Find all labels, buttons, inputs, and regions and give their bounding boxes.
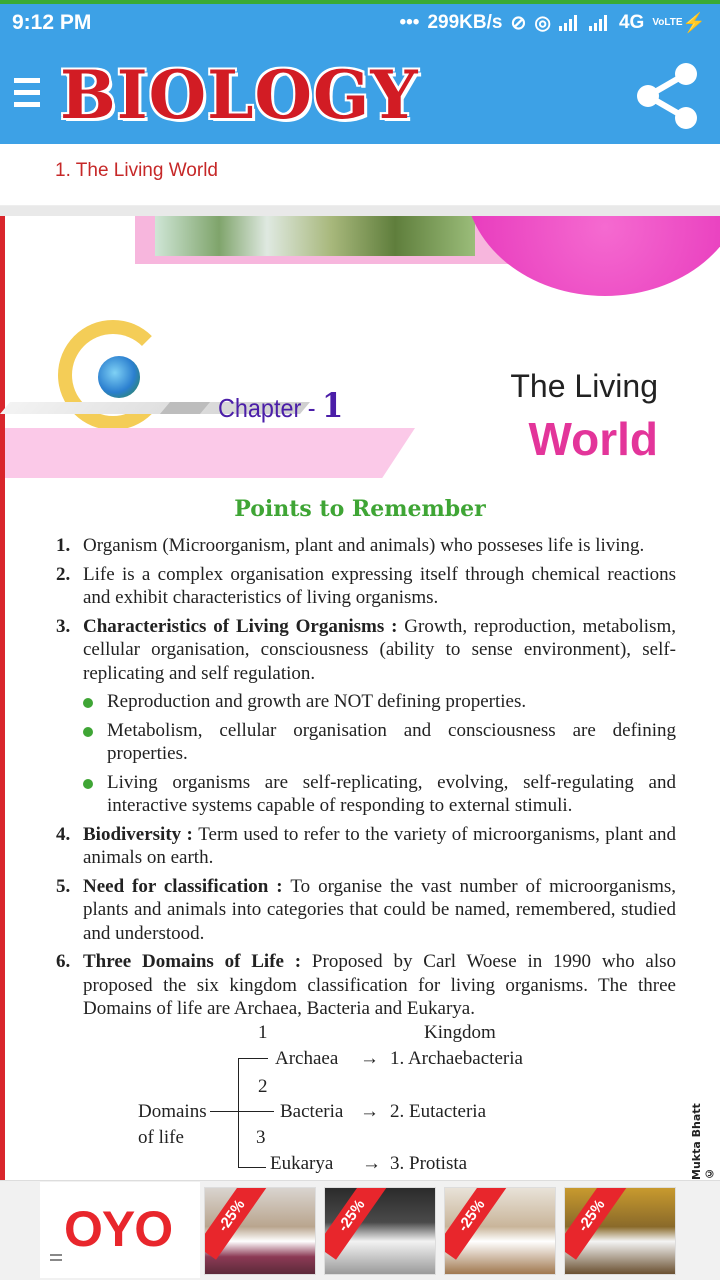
app-bar	[0, 48, 720, 144]
diagram-kingdom-1: 1. Archaebacteria	[390, 1048, 523, 1069]
ad-brand-logo[interactable]	[40, 1182, 200, 1278]
item-text: To organise the vast number of microorganisms, plants and animals into categories that could be named, remembered, studied and understood.	[83, 875, 676, 944]
item-term: Characteristics of Living Organisms :	[83, 615, 405, 637]
item-text: Growth, reproduction, metabolism, cellular organisation, consciousness (ability to sense environment), self-replicating and self regulation.	[83, 615, 677, 684]
signal-icon-2	[589, 15, 611, 31]
network-type: 4G	[618, 12, 645, 33]
chapter-title-line1: The Living	[510, 368, 658, 404]
item-term: Biodiversity :	[83, 823, 199, 845]
watermark: Mukta Bhatt ©	[690, 1103, 716, 1180]
diagram-number-2: 2	[258, 1076, 268, 1097]
ad-deal-card[interactable]	[444, 1187, 556, 1275]
item-number: 5.	[56, 875, 71, 897]
chapter-number: 1	[322, 386, 344, 426]
signal-icon	[559, 15, 581, 31]
diagram-kingdom-label: Kingdom	[424, 1022, 496, 1043]
diagram-line	[210, 1111, 274, 1112]
item-number: 4.	[56, 823, 71, 845]
diagram-line	[238, 1167, 266, 1168]
ad-banner[interactable]	[0, 1180, 720, 1280]
points-list	[0, 534, 720, 1026]
diagram-col-number: 1	[258, 1022, 268, 1043]
diagram-bacteria: Bacteria	[280, 1101, 344, 1122]
bullet-item: Living organisms are self-replicating, evolving, self-regulating and interactive systems capable of responding to external stimuli.	[0, 771, 720, 818]
breadcrumb	[0, 144, 720, 206]
volte-badge: VoLTE	[652, 17, 683, 28]
section-heading: Points to Remember	[234, 496, 486, 522]
status-time: 9:12 PM	[12, 11, 92, 34]
status-accent-line	[0, 0, 720, 4]
network-speed: 299KB/s	[427, 12, 503, 33]
diagram-line	[238, 1058, 268, 1059]
banner-circle	[465, 216, 720, 296]
item-text: Organism (Microorganism, plant and animals) who posseses life is living.	[83, 535, 645, 556]
ad-deal-card[interactable]	[324, 1187, 436, 1275]
item-number: 2.	[56, 563, 71, 585]
more-dots-icon: •••	[399, 12, 420, 33]
diagram-kingdom-3: 3. Protista	[390, 1153, 468, 1174]
item-term: Three Domains of Life :	[83, 951, 312, 972]
item-term: Need for classification :	[83, 875, 291, 897]
item-number: 6.	[56, 951, 71, 972]
ad-deal-card[interactable]	[564, 1187, 676, 1275]
diagram-of-life-label: of life	[138, 1127, 184, 1148]
diagram-arrow: →	[360, 1048, 379, 1069]
discount-badge: -25%	[444, 1187, 508, 1260]
alarm-icon: ◎	[534, 12, 551, 34]
app-logo: BIOLOGY	[60, 56, 419, 134]
bullet-item: Reproduction and growth are NOT defining properties.	[0, 690, 720, 714]
book-page[interactable]	[0, 216, 720, 1180]
item-text: Proposed by Carl Woese in 1990 who also proposed the six kingdom classification for living organisms. The three Domains of life are Archaea, Bacteria and Eukarya.	[83, 951, 676, 1019]
diagram-archaea: Archaea	[275, 1048, 339, 1069]
battery-charging-icon: ⚡	[682, 13, 706, 34]
domains-diagram	[0, 1016, 720, 1180]
globe-icon	[98, 356, 140, 398]
diagram-kingdom-2: 2. Eutacteria	[390, 1101, 487, 1122]
decor-pink-band	[5, 428, 415, 478]
diagram-domains-label: Domains	[138, 1101, 207, 1122]
ad-menu-icon[interactable]	[50, 1254, 62, 1264]
item-text: Life is a complex organisation expressing itself through chemical reactions and exhibit characteristics of living organisms.	[83, 563, 676, 608]
item-number: 1.	[56, 535, 71, 556]
list-item	[0, 615, 720, 686]
notification-muted-icon: ⊘	[510, 12, 527, 34]
list-item	[0, 823, 720, 870]
discount-badge: -25%	[564, 1187, 628, 1260]
list-item	[0, 563, 720, 610]
discount-badge: -25%	[204, 1187, 268, 1260]
ad-brand-text: OYO	[64, 1201, 173, 1257]
chapter-text: Chapter -	[218, 393, 323, 423]
divider	[0, 206, 720, 216]
status-icons	[399, 11, 706, 35]
list-item	[0, 950, 720, 1021]
chapter-title-line2: World	[528, 413, 658, 465]
diagram-number-3: 3	[256, 1127, 266, 1148]
discount-badge: -25%	[324, 1187, 388, 1260]
ad-deal-card[interactable]	[204, 1187, 316, 1275]
item-number: 3.	[56, 615, 71, 637]
diagram-eukarya: Eukarya	[270, 1153, 334, 1174]
share-icon[interactable]	[632, 60, 704, 132]
list-item	[0, 534, 720, 558]
diagram-bracket-line	[238, 1058, 239, 1168]
bullet-item: Metabolism, cellular organisation and consciousness are defining properties.	[0, 719, 720, 766]
banner-photos	[155, 216, 475, 256]
list-item	[0, 875, 720, 946]
diagram-arrow: →	[360, 1101, 379, 1122]
hamburger-icon[interactable]	[14, 78, 40, 108]
status-bar	[0, 0, 720, 48]
breadcrumb-chapter-link[interactable]: 1. The Living World	[55, 160, 218, 181]
diagram-arrow: →	[362, 1153, 381, 1174]
item-text: Term used to refer to the variety of microorganisms, plant and animals on earth.	[83, 823, 676, 868]
chapter-label	[218, 386, 343, 426]
